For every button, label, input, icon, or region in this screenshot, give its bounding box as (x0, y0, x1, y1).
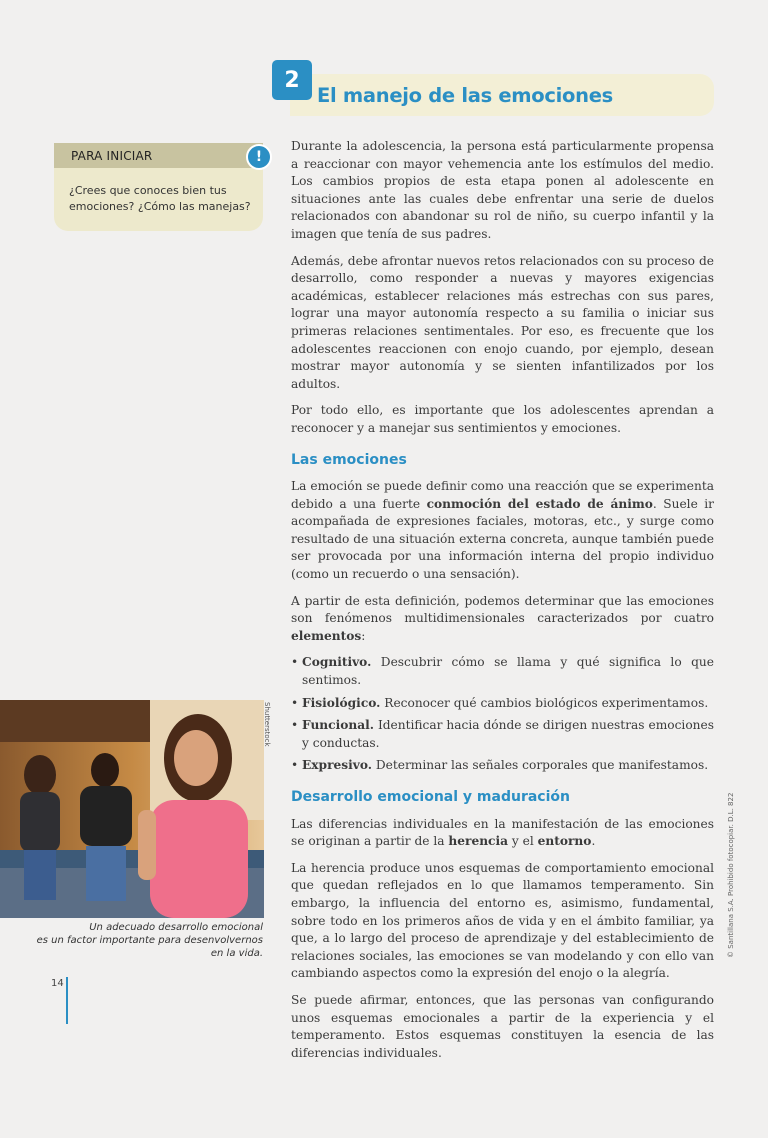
teen-photo (0, 700, 264, 918)
intro-paragraph-2: Además, debe afrontar nuevos retos relacionados con su proceso de desarrollo, como responder a nuevas y mayores exigencias académicas, establecer relaciones más estrechas con sus pares, lograr una mayor autonomía respecto a su familia o iniciar sus primeras relaciones sentimentales. Por eso, es frecuente que los adolescentes reaccionen con enojo cuando, por ejemplo, desean mostrar mayor autonomía y se sienten infantilizados por los adultos. (291, 253, 714, 391)
list-item: • Cognitivo. Descubrir cómo se llama y qué significa lo que sentimos. (291, 654, 714, 689)
copyright-notice: © Santillana S.A. Prohibido fotocopiar. D.L. 822 (727, 792, 735, 958)
para-iniciar-box (54, 143, 263, 231)
section-heading-emociones: Las emociones (291, 451, 407, 468)
exclamation-circle-icon: ! (246, 144, 272, 170)
desarrollo-paragraph-3: Se puede afirmar, entonces, que las personas van configurando unos esquemas emocionales a partir de la experiencia y el temperamento. Estos esquemas constituyen la esencia de las diferencias individuales. (291, 992, 714, 1060)
elements-list (291, 654, 714, 775)
intro-paragraph-1: Durante la adolescencia, la persona está particularmente propensa a reaccionar con mayor vehemencia ante los estímulos del medio. Los cambios propios de esta etapa ponen al adolescente en situaciones ante las cuales debe enfrentar una serie de duelos relacionados con abandonar su rol de niño, su cuerpo infantil y la imagen que tenía de sus padres. (291, 139, 714, 241)
photo-caption: Un adecuado desarrollo emocional es un factor importante para desenvolvernos en la vida. (36, 922, 263, 959)
desarrollo-paragraph-1: Las diferencias individuales en la manifestación de las emociones se originan a partir de la herencia y el entorno. (291, 816, 714, 849)
page-rule (66, 977, 68, 1024)
photo-credit: Shutterstock (263, 702, 271, 747)
page-number: 14 (51, 978, 64, 989)
intro-paragraph-3: Por todo ello, es importante que los adolescentes aprendan a reconocer y a manejar sus sentimientos y emociones. (291, 403, 714, 435)
list-item: • Funcional. Identificar hacia dónde se dirigen nuestras emociones y conductas. (291, 717, 714, 752)
desarrollo-paragraph-2: La herencia produce unos esquemas de comportamiento emocional que quedan reflejados en lo que llamamos temperamento. Sin embargo, la influencia del entorno es, asimismo, fundamental, sobre todo en los primeros años de vida y en el ámbito familiar, ya que, a lo largo del proceso de aprendizaje y del establecimiento de relaciones sociales, las emociones se van modelando y con ello van cambiando aspectos como la expresión del enojo o la alegría. (291, 860, 714, 981)
list-item: • Expresivo. Determinar las señales corporales que manifestamos. (291, 757, 714, 775)
para-iniciar-heading: PARA INICIAR (54, 143, 263, 168)
para-iniciar-question: ¿Crees que conoces bien tus emociones? ¿Cómo las manejas? (69, 184, 251, 213)
emociones-paragraph-1: La emoción se puede definir como una reacción que se experimenta debido a una fuerte conmoción del estado de ánimo. Suele ir acompañada de expresiones faciales, motoras, etc., y surge como resultado de una situación externa concreta, aunque también puede ser provocada por una información interna del propio individuo (como un recuerdo o una sensación). (291, 479, 714, 582)
section-heading-desarrollo: Desarrollo emocional y maduración (291, 789, 570, 805)
chapter-number: 2 (272, 60, 312, 100)
main-column (291, 138, 714, 1071)
emociones-paragraph-2: A partir de esta definición, podemos determinar que las emociones son fenómenos multidimensionales caracterizados por cuatro elementos: (291, 593, 714, 643)
list-item: • Fisiológico. Reconocer qué cambios biológicos experimentamos. (291, 695, 714, 713)
chapter-title: El manejo de las emociones (317, 84, 613, 107)
